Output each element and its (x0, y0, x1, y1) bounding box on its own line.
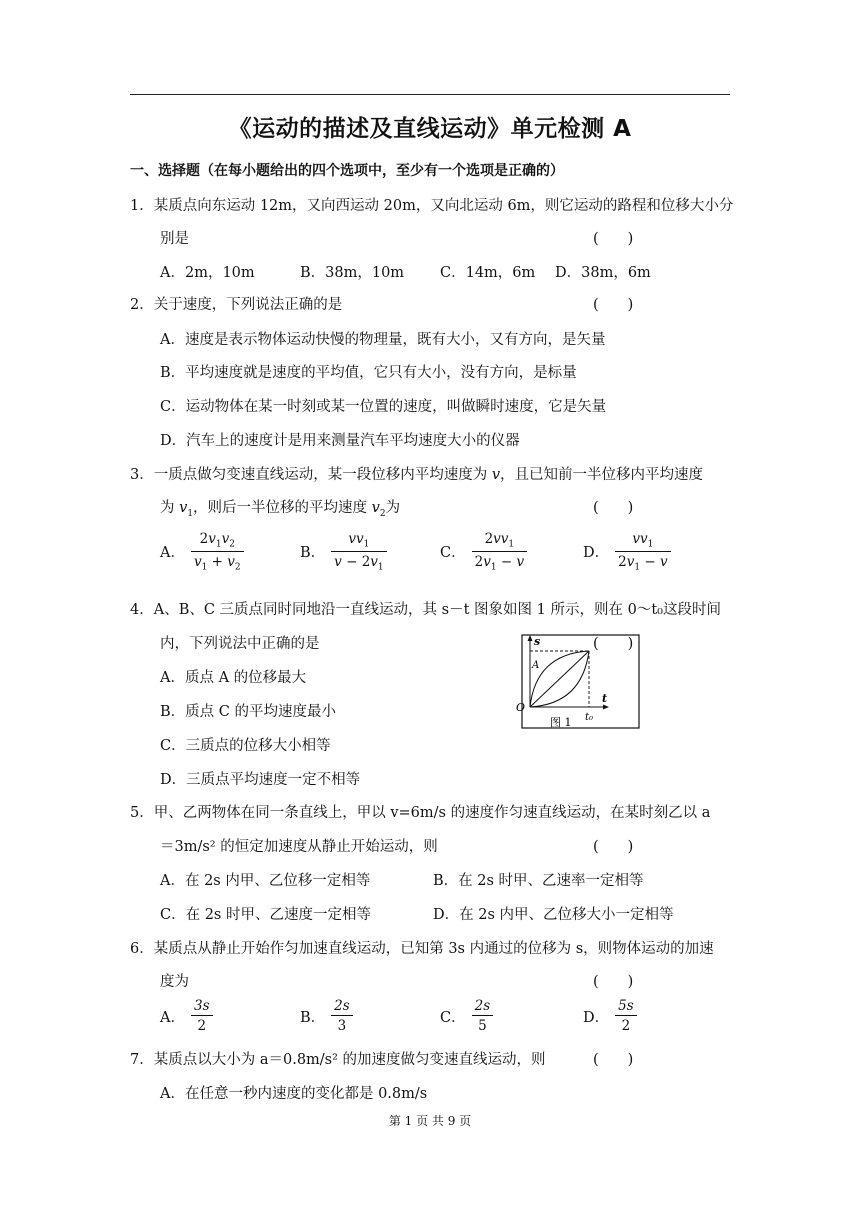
q3-option-b: B． $\frac{vv_1}{v - 2v_1}$ (300, 531, 387, 572)
q1-option-c: C．14m，6m (440, 265, 536, 281)
q1-option-b: B．38m，10m (300, 265, 405, 281)
axis-s-label: s (534, 635, 541, 648)
q5-option-a: A．在 2s 内甲、乙位移一定相等 (160, 873, 371, 889)
q1-line2: 别是 (160, 231, 189, 247)
q4-answer-blank: ( ) (593, 636, 634, 652)
axis-t-label: t (602, 692, 608, 705)
q6-answer-blank: ( ) (593, 974, 634, 990)
figure-1-s-t-graph (512, 632, 642, 732)
q3-option-a: A． $\frac{2v_1v_2}{v_1 + v_2}$ (160, 531, 244, 572)
q1-line1: 1．某质点向东运动 12m，又向西运动 20m，又向北运动 6m，则它运动的路程和位移大小分 (130, 198, 734, 214)
q1-option-d: D．38m，6m (555, 265, 651, 281)
q3-line1: 3．一质点做匀变速直线运动，某一段位移内平均速度为 v，且已知前一半位移内平均速度 (130, 467, 704, 483)
q3-line2: 为 $v_1$，则后一半位移的平均速度 $v_2$为 (160, 500, 401, 519)
q4-option-a: A．质点 A 的位移最大 (160, 670, 307, 686)
q2-option-b: B．平均速度就是速度的平均值，它只有大小，没有方向，是标量 (160, 365, 577, 381)
q7-stem: 7．某质点以大小为 a＝0.8m/s² 的加速度做匀变速直线运动，则 (130, 1052, 546, 1068)
curve-a-label: A (532, 660, 540, 671)
q2-answer-blank: ( ) (593, 297, 634, 313)
t0-label: t₀ (585, 712, 594, 723)
q3-option-d: D． $\frac{vv_1}{2v_1 - v}$ (583, 531, 671, 572)
q3-answer-blank: ( ) (593, 500, 634, 516)
q4-option-b: B．质点 C 的平均速度最小 (160, 704, 336, 720)
q5-line2: ＝3m/s² 的恒定加速度从静止开始运动，则 (160, 839, 438, 855)
figure-caption: 图 1 (550, 716, 572, 729)
q2-option-d: D．汽车上的速度计是用来测量汽车平均速度大小的仪器 (160, 433, 520, 449)
origin-label: O (516, 701, 526, 714)
q1-option-a: A．2m，10m (160, 265, 255, 281)
s-axis-arrow (528, 635, 533, 641)
q4-line2: 内，下列说法中正确的是 (160, 636, 320, 652)
q5-option-d: D．在 2s 内甲、乙位移大小一定相等 (433, 907, 674, 923)
page-footer: 第 1 页 共 9 页 (388, 1114, 472, 1128)
page-title: 《运动的描述及直线运动》单元检测 A (228, 116, 632, 142)
q4-option-c: C．三质点的位移大小相等 (160, 738, 331, 754)
q1-answer-blank: ( ) (593, 231, 634, 247)
q6-line1: 6．某质点从静止开始作匀加速直线运动，已知第 3s 内通过的位移为 s，则物体运动的加速 (130, 941, 714, 957)
q7-option-a: A．在任意一秒内速度的变化都是 0.8m/s (160, 1086, 428, 1102)
q6-option-c: C． $\frac{2s}{5}$ (440, 998, 493, 1034)
q5-line1: 5．甲、乙两物体在同一条直线上，甲以 v=6m/s 的速度作匀速直线运动，在某时刻乙以 a (130, 805, 711, 821)
q5-option-c: C．在 2s 时甲、乙速度一定相等 (160, 907, 371, 923)
t-axis-arrow (603, 705, 609, 710)
q2-option-a: A．速度是表示物体运动快慢的物理量，既有大小，又有方向，是矢量 (160, 332, 606, 348)
q6-option-a: A． $\frac{3s}{2}$ (160, 998, 213, 1034)
q6-option-b: B． $\frac{2s}{3}$ (300, 998, 353, 1034)
q6-line2: 度为 (160, 974, 189, 990)
q3-option-c: C． $\frac{2vv_1}{2v_1 - v}$ (440, 531, 527, 572)
q4-option-d: D．三质点平均速度一定不相等 (160, 772, 361, 788)
header-rule (130, 94, 730, 95)
q2-option-c: C．运动物体在某一时刻或某一位置的速度，叫做瞬时速度，它是矢量 (160, 399, 607, 415)
q4-line1: 4．A、B、C 三质点同时同地沿一直线运动，其 s－t 图象如图 1 所示，则在 0～t₀这段时间 (130, 602, 721, 618)
q7-answer-blank: ( ) (593, 1052, 634, 1068)
section-heading: 一、选择题（在每小题给出的四个选项中，至少有一个选项是正确的） (130, 163, 564, 179)
q5-option-b: B．在 2s 时甲、乙速率一定相等 (433, 873, 644, 889)
q2-stem: 2．关于速度，下列说法正确的是 (130, 297, 343, 313)
q6-option-d: D． $\frac{5s}{2}$ (583, 998, 637, 1034)
figure-frame (522, 635, 639, 728)
q5-answer-blank: ( ) (593, 839, 634, 855)
